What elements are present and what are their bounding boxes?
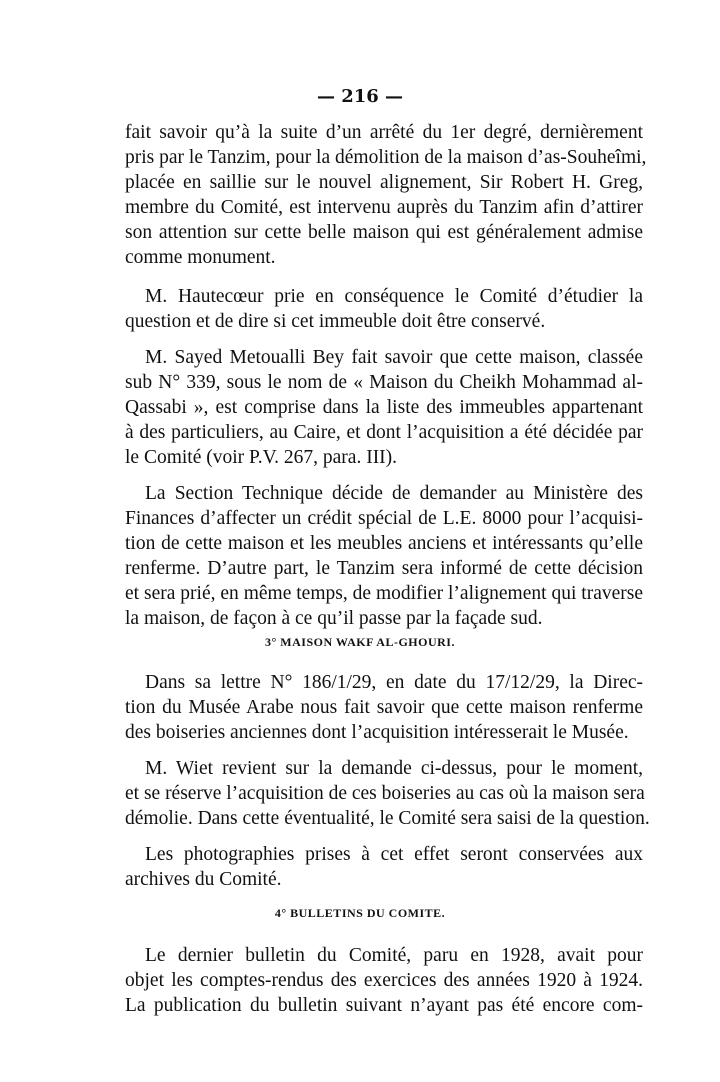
paragraph-line: tion du Musée Arabe nous fait savoir que cette maison renferme — [125, 697, 643, 718]
paragraph-line: membre du Comité, est intervenu auprès du Tanzim afin d’attirer — [125, 197, 643, 218]
paragraph-line: des boiseries anciennes dont l’acquisition intéresserait le Musée. — [125, 722, 629, 743]
paragraph-line: renferme. D’autre part, le Tanzim sera informé de cette décision — [125, 558, 643, 579]
paragraph-line: M. Hautecœur prie en conséquence le Comité d’étudier la — [145, 286, 643, 307]
paragraph-line: son attention sur cette belle maison qui est généralement admise — [125, 222, 643, 243]
paragraph-line: la maison, de façon à ce qu’il passe par la façade sud. — [125, 608, 543, 629]
paragraph-line: objet les comptes-rendus des exercices des années 1920 à 1924. — [125, 970, 643, 991]
paragraph-line: Qassabi », est comprise dans la liste des immeubles appartenant — [125, 397, 643, 418]
paragraph-line: tion de cette maison et les meubles anciens et intéressants qu’elle — [125, 533, 643, 554]
paragraph-line: La Section Technique décide de demander au Ministère des — [145, 483, 643, 504]
paragraph-line: sub N° 339, sous le nom de « Maison du Cheikh Mohammad al- — [125, 372, 643, 393]
paragraph-line: M. Sayed Metoualli Bey fait savoir que cette maison, classée — [145, 347, 643, 368]
paragraph-line: Finances d’affecter un crédit spécial de L.E. 8000 pour l’acquisi- — [125, 508, 643, 529]
paragraph-line: le Comité (voir P.V. 267, para. III). — [125, 447, 398, 468]
page-number: — 216 — — [316, 86, 404, 107]
paragraph-line: Dans sa lettre N° 186/1/29, en date du 17/12/29, la Direc- — [145, 672, 643, 693]
paragraph-line: Le dernier bulletin du Comité, paru en 1928, avait pour — [145, 945, 643, 966]
section-heading: 3° MAISON WAKF AL-GHOURI. — [265, 635, 455, 649]
paragraph-line: Les photographies prises à cet effet seront conservées aux — [145, 844, 643, 865]
paragraph-line: question et de dire si cet immeuble doit être conservé. — [125, 311, 546, 332]
section-heading: 4° BULLETINS DU COMITE. — [274, 906, 446, 920]
paragraph-line: fait savoir qu’à la suite d’un arrêté du 1er degré, dernièrement — [125, 122, 643, 143]
paragraph-line: à des particuliers, au Caire, et dont l’acquisition a été décidée par — [125, 422, 643, 443]
paragraph-line: placée en saillie sur le nouvel alignement, Sir Robert H. Greg, — [125, 172, 643, 193]
paragraph-line: M. Wiet revient sur la demande ci-dessus, pour le moment, — [145, 758, 643, 779]
paragraph-line: comme monument. — [125, 247, 276, 268]
paragraph-line: La publication du bulletin suivant n’ayant pas été encore com- — [125, 995, 643, 1016]
paragraph-line: archives du Comité. — [125, 869, 282, 890]
paragraph-line: pris par le Tanzim, pour la démolition de la maison d’as-Souheîmi, — [125, 147, 647, 168]
paragraph-line: démolie. Dans cette éventualité, le Comité sera saisi de la question. — [125, 808, 650, 829]
paragraph-line: et se réserve l’acquisition de ces boiseries au cas où la maison sera — [125, 783, 645, 804]
paragraph-line: et sera prié, en même temps, de modifier l’alignement qui traverse — [125, 583, 643, 604]
